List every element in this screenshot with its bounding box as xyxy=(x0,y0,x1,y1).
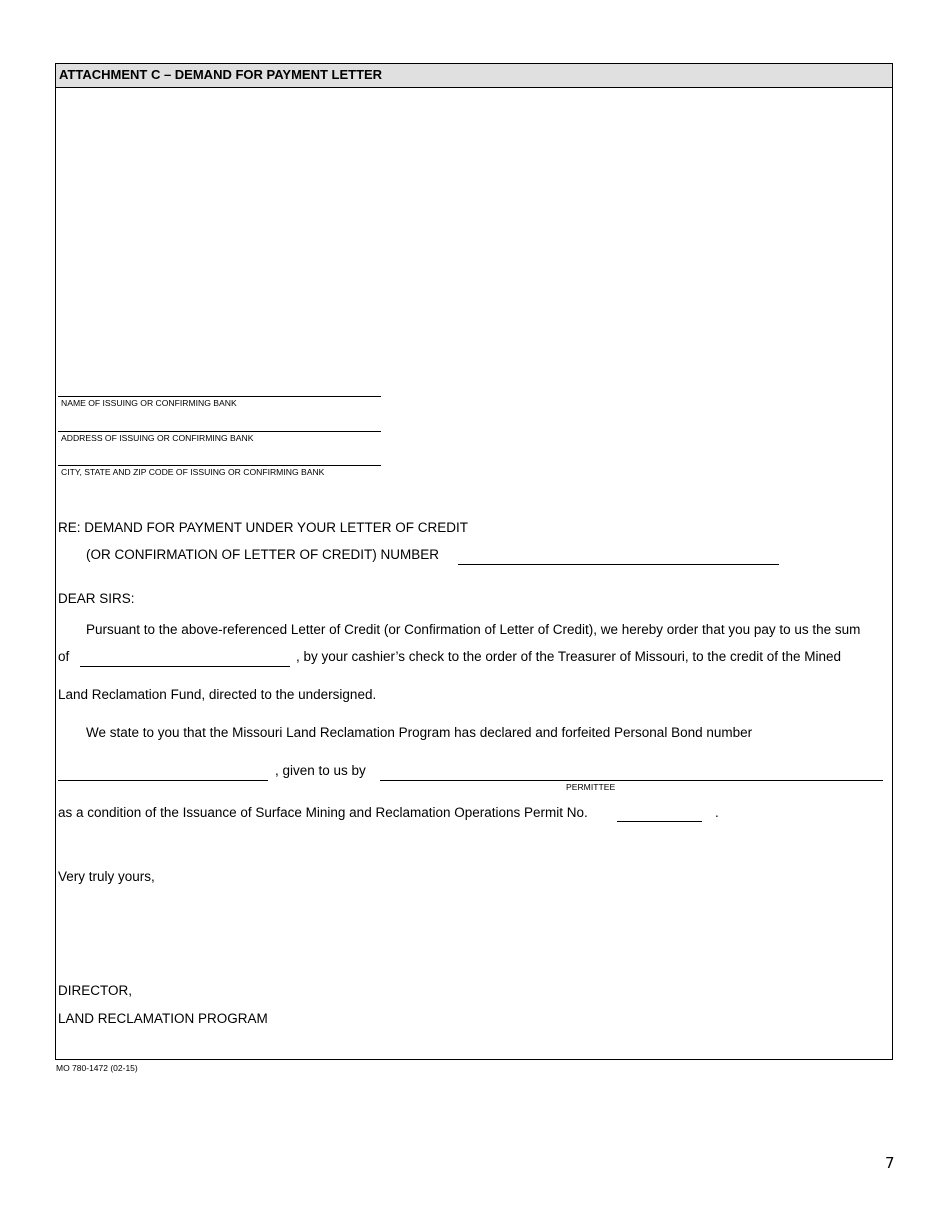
permittee-label: PERMITTEE xyxy=(566,782,616,792)
salutation: DEAR SIRS: xyxy=(58,591,135,606)
permittee-line[interactable] xyxy=(380,780,883,781)
bank-city-line[interactable] xyxy=(58,465,381,466)
bank-city-label: CITY, STATE AND ZIP CODE OF ISSUING OR CONFIRMING BANK xyxy=(61,467,325,477)
signature-org: LAND RECLAMATION PROGRAM xyxy=(58,1011,268,1026)
signature-title: DIRECTOR, xyxy=(58,983,133,998)
closing: Very truly yours, xyxy=(58,869,155,884)
given-by-text: , given to us by xyxy=(275,763,366,778)
paragraph-1-line-3: Land Reclamation Fund, directed to the undersigned. xyxy=(58,687,377,702)
page-number: 7 xyxy=(885,1154,895,1172)
re-line-2: (OR CONFIRMATION OF LETTER OF CREDIT) NUMBER xyxy=(86,547,439,562)
form-number: MO 780-1472 (02-15) xyxy=(56,1063,138,1073)
section-header: ATTACHMENT C – DEMAND FOR PAYMENT LETTER xyxy=(56,64,892,88)
paragraph-1-of: of xyxy=(58,649,70,664)
credit-number-line[interactable] xyxy=(458,564,779,565)
re-line-1: RE: DEMAND FOR PAYMENT UNDER YOUR LETTER OF CREDIT xyxy=(58,520,469,535)
paragraph-1-line-1: Pursuant to the above-referenced Letter of Credit (or Confirmation of Letter of Credit), we hereby order that you pay to us the sum xyxy=(86,622,861,637)
bond-number-line[interactable] xyxy=(58,780,268,781)
bank-address-line[interactable] xyxy=(58,431,381,432)
form-frame xyxy=(55,63,893,1060)
bank-name-label: NAME OF ISSUING OR CONFIRMING BANK xyxy=(61,398,237,408)
permit-number-line[interactable] xyxy=(617,821,702,822)
paragraph-2-line-3: as a condition of the Issuance of Surface Mining and Reclamation Operations Permit No. xyxy=(58,805,588,820)
bank-name-line[interactable] xyxy=(58,396,381,397)
paragraph-1-line-2: , by your cashier’s check to the order of the Treasurer of Missouri, to the credit of the Mined xyxy=(296,649,842,664)
sum-amount-line[interactable] xyxy=(80,666,290,667)
paragraph-2-line-1: We state to you that the Missouri Land Reclamation Program has declared and forfeited Personal Bond number xyxy=(86,725,753,740)
permit-period: . xyxy=(715,805,719,820)
bank-address-label: ADDRESS OF ISSUING OR CONFIRMING BANK xyxy=(61,433,254,443)
